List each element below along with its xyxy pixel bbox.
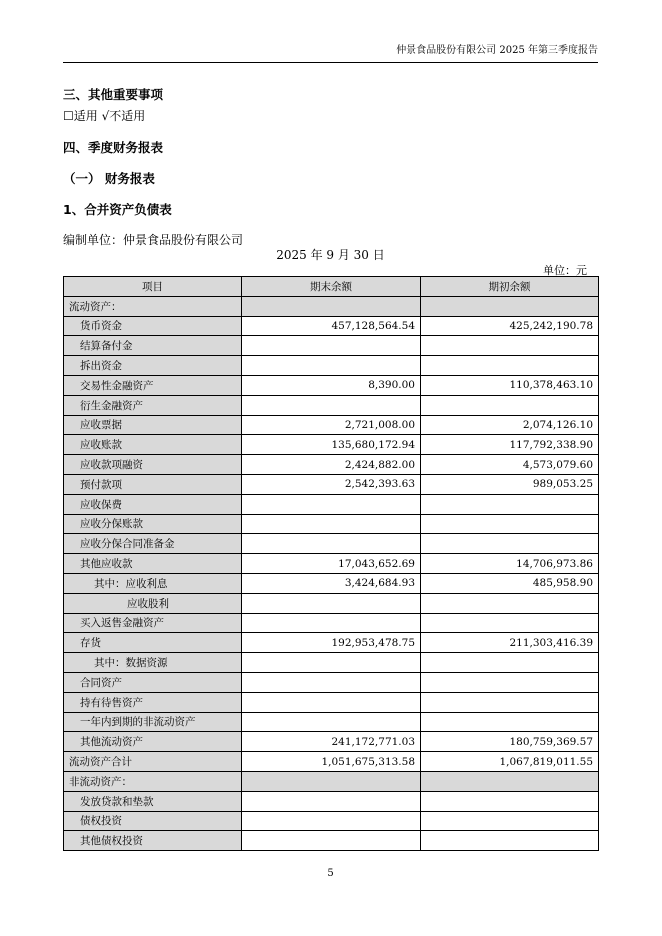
table-row	[64, 356, 599, 376]
table-body	[64, 296, 599, 850]
period-end-value	[242, 395, 421, 415]
balance-sheet-title: 1、合并资产负债表	[63, 202, 172, 217]
row-label: 应收票据	[64, 415, 242, 435]
table-row	[64, 752, 599, 772]
compiler-line: 编制单位：仲景食品股份有限公司	[63, 233, 244, 247]
table-row	[64, 732, 599, 752]
table-row	[64, 415, 599, 435]
period-begin-value	[421, 356, 599, 376]
period-end-value: 17,043,652.69	[242, 554, 421, 574]
period-begin-value: 4,573,079.60	[421, 455, 599, 475]
section-3-applicability: ☐适用 √不适用	[63, 109, 146, 123]
period-end-value	[242, 672, 421, 692]
row-label: 持有待售资产	[64, 692, 242, 712]
row-label: 其他债权投资	[64, 831, 242, 851]
table-row	[64, 474, 599, 494]
table-row	[64, 455, 599, 475]
table-row	[64, 514, 599, 534]
period-end-value	[242, 336, 421, 356]
table-header-row	[64, 277, 599, 297]
period-begin-value: 2,074,126.10	[421, 415, 599, 435]
row-label: 应收分保合同准备金	[64, 534, 242, 554]
financial-statements-title: （一） 财务报表	[63, 171, 155, 186]
period-end-value	[242, 811, 421, 831]
row-label: 其中：数据资源	[64, 653, 242, 673]
period-end-value	[242, 692, 421, 712]
table-row	[64, 296, 599, 316]
period-end-value: 1,051,675,313.58	[242, 752, 421, 772]
table-row	[64, 712, 599, 732]
column-header-period-begin: 期初余额	[421, 277, 599, 297]
period-end-value	[242, 831, 421, 851]
period-begin-value	[421, 811, 599, 831]
period-end-value	[242, 712, 421, 732]
table-row	[64, 771, 599, 791]
row-label: 货币资金	[64, 316, 242, 336]
period-begin-value: 14,706,973.86	[421, 554, 599, 574]
table-row	[64, 633, 599, 653]
period-end-value: 135,680,172.94	[242, 435, 421, 455]
period-begin-value	[421, 712, 599, 732]
period-begin-value	[421, 494, 599, 514]
period-begin-value	[421, 395, 599, 415]
section-3-title: 三、其他重要事项	[63, 87, 164, 102]
table-row	[64, 831, 599, 851]
period-end-value: 241,172,771.03	[242, 732, 421, 752]
row-label: 其他流动资产	[64, 732, 242, 752]
row-label: 流动资产合计	[64, 752, 242, 772]
period-begin-value	[421, 534, 599, 554]
report-header: 仲景食品股份有限公司 2025 年第三季度报告	[396, 45, 598, 56]
period-end-value: 192,953,478.75	[242, 633, 421, 653]
table-row	[64, 692, 599, 712]
period-end-value: 2,721,008.00	[242, 415, 421, 435]
balance-sheet-table	[63, 276, 599, 851]
period-end-value	[242, 771, 421, 791]
period-end-value	[242, 613, 421, 633]
table-row	[64, 672, 599, 692]
table-row	[64, 494, 599, 514]
row-label: 应收保费	[64, 494, 242, 514]
row-label: 买入返售金融资产	[64, 613, 242, 633]
row-label: 发放贷款和垫款	[64, 791, 242, 811]
row-label: 结算备付金	[64, 336, 242, 356]
column-header-item: 项目	[64, 277, 242, 297]
period-begin-value: 117,792,338.90	[421, 435, 599, 455]
currency-unit: 单位：元	[543, 264, 587, 277]
row-label: 流动资产：	[64, 296, 242, 316]
period-end-value: 8,390.00	[242, 375, 421, 395]
row-label: 应收账款	[64, 435, 242, 455]
row-label: 应收分保账款	[64, 514, 242, 534]
period-begin-value	[421, 692, 599, 712]
period-begin-value	[421, 672, 599, 692]
column-header-period-end: 期末余额	[242, 277, 421, 297]
table-row	[64, 593, 599, 613]
row-label: 其他应收款	[64, 554, 242, 574]
header-rule	[63, 62, 598, 63]
period-begin-value	[421, 831, 599, 851]
row-label: 一年内到期的非流动资产	[64, 712, 242, 732]
period-end-value	[242, 296, 421, 316]
period-begin-value	[421, 771, 599, 791]
row-label: 衍生金融资产	[64, 395, 242, 415]
row-label: 交易性金融资产	[64, 375, 242, 395]
row-label: 应收款项融资	[64, 455, 242, 475]
period-begin-value	[421, 653, 599, 673]
row-label: 非流动资产：	[64, 771, 242, 791]
table-row	[64, 573, 599, 593]
row-label: 存货	[64, 633, 242, 653]
period-end-value: 3,424,684.93	[242, 573, 421, 593]
row-label: 债权投资	[64, 811, 242, 831]
period-begin-value: 1,067,819,011.55	[421, 752, 599, 772]
period-begin-value	[421, 514, 599, 534]
period-end-value	[242, 356, 421, 376]
table-row	[64, 336, 599, 356]
period-end-value	[242, 534, 421, 554]
table-row	[64, 316, 599, 336]
period-end-value	[242, 593, 421, 613]
period-end-value	[242, 514, 421, 534]
table-row	[64, 811, 599, 831]
period-begin-value	[421, 593, 599, 613]
row-label: 拆出资金	[64, 356, 242, 376]
period-end-value: 457,128,564.54	[242, 316, 421, 336]
period-begin-value: 989,053.25	[421, 474, 599, 494]
period-begin-value	[421, 791, 599, 811]
period-end-value: 2,542,393.63	[242, 474, 421, 494]
table-row	[64, 554, 599, 574]
period-begin-value: 180,759,369.57	[421, 732, 599, 752]
period-end-value: 2,424,882.00	[242, 455, 421, 475]
period-end-value	[242, 494, 421, 514]
table-row	[64, 435, 599, 455]
period-begin-value	[421, 336, 599, 356]
row-label: 其中：应收利息	[64, 573, 242, 593]
table-row	[64, 653, 599, 673]
period-begin-value: 425,242,190.78	[421, 316, 599, 336]
table-row	[64, 395, 599, 415]
statement-date: 2025 年 9 月 30 日	[276, 248, 385, 262]
table-row	[64, 375, 599, 395]
period-end-value	[242, 791, 421, 811]
row-label: 应收股利	[64, 593, 242, 613]
page-number: 5	[327, 868, 334, 879]
period-begin-value	[421, 296, 599, 316]
table-row	[64, 791, 599, 811]
section-4-title: 四、季度财务报表	[63, 140, 164, 155]
row-label: 预付款项	[64, 474, 242, 494]
period-end-value	[242, 653, 421, 673]
table-row	[64, 534, 599, 554]
table-row	[64, 613, 599, 633]
row-label: 合同资产	[64, 672, 242, 692]
period-begin-value: 110,378,463.10	[421, 375, 599, 395]
period-begin-value: 211,303,416.39	[421, 633, 599, 653]
period-begin-value	[421, 613, 599, 633]
period-begin-value: 485,958.90	[421, 573, 599, 593]
